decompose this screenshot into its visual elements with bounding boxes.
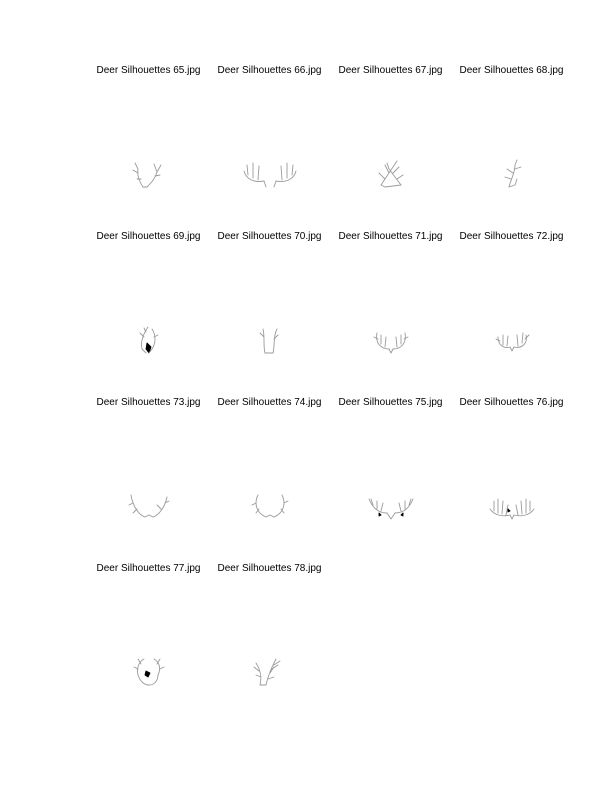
antler-single-icon [451, 157, 572, 197]
file-thumbnail-cell[interactable] [88, 231, 209, 397]
antler-rack-tilted-icon [451, 323, 572, 363]
file-thumbnail-cell[interactable] [209, 231, 330, 397]
file-caption: Deer Silhouettes 76.jpg [459, 397, 564, 408]
antler-crossed-icon [330, 157, 451, 197]
file-thumbnail-cell[interactable] [209, 397, 330, 563]
file-caption: Deer Silhouettes 78.jpg [217, 563, 322, 574]
file-thumbnail-cell[interactable] [209, 65, 330, 231]
file-thumbnail-cell[interactable] [330, 231, 451, 397]
file-caption: Deer Silhouettes 75.jpg [338, 397, 443, 408]
file-thumbnail-cell[interactable] [88, 563, 209, 729]
file-thumbnail-cell[interactable] [330, 397, 451, 563]
file-caption: Deer Silhouettes 71.jpg [338, 231, 443, 242]
file-caption: Deer Silhouettes 73.jpg [96, 397, 201, 408]
file-thumbnail-cell[interactable] [209, 563, 330, 729]
file-thumbnail-cell[interactable] [330, 65, 451, 231]
antler-deer-head-icon [88, 655, 209, 695]
file-caption: Deer Silhouettes 68.jpg [459, 65, 564, 76]
file-caption: Deer Silhouettes 65.jpg [96, 65, 201, 76]
file-thumbnail-cell[interactable] [451, 65, 572, 231]
file-caption: Deer Silhouettes 70.jpg [217, 231, 322, 242]
file-caption: Deer Silhouettes 72.jpg [459, 231, 564, 242]
antler-small-pair-icon [88, 157, 209, 197]
file-caption: Deer Silhouettes 69.jpg [96, 231, 201, 242]
file-thumbnail-cell[interactable] [88, 65, 209, 231]
antler-skull-mount-icon [330, 489, 451, 529]
file-caption: Deer Silhouettes 77.jpg [96, 563, 201, 574]
antler-simple-pair-icon [209, 323, 330, 363]
antler-wide-rack-icon [451, 489, 572, 529]
antler-rack-icon [330, 323, 451, 363]
file-thumbnail-cell[interactable] [451, 397, 572, 563]
antler-deer-head-icon [88, 323, 209, 363]
antler-wide-pair-icon [209, 157, 330, 197]
file-thumbnail-cell[interactable] [451, 231, 572, 397]
antler-branching-icon [209, 655, 330, 695]
file-caption: Deer Silhouettes 67.jpg [338, 65, 443, 76]
file-caption: Deer Silhouettes 66.jpg [217, 65, 322, 76]
antler-curved-pair-icon [209, 489, 330, 529]
file-caption: Deer Silhouettes 74.jpg [217, 397, 322, 408]
file-thumbnail-cell[interactable] [88, 397, 209, 563]
antler-spread-icon [88, 489, 209, 529]
